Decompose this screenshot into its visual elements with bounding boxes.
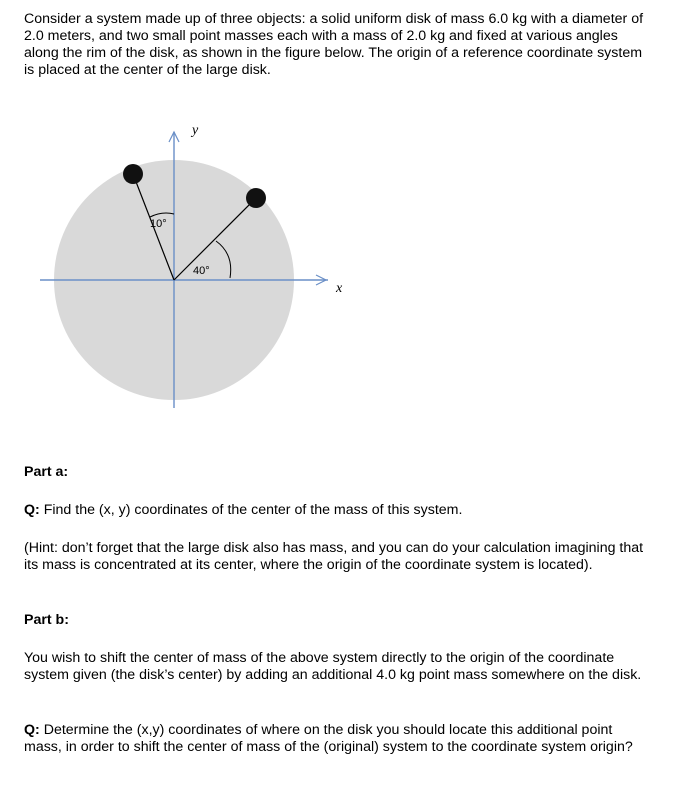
part-b-question-text: Determine the (x,y) coordinates of where on the disk you should locate this additional point mass, in order to shift the center of mass of the (original) system to the coordinate system origin? — [24, 722, 633, 755]
part-b-q-label: Q: — [24, 722, 40, 738]
part-a-hint: (Hint: don’t forget that the large disk also has mass, and you can do your calculation imagining that its mass is concentrated at its center, where the origin of the coordinate system is located). — [24, 540, 644, 573]
angle-left-label: 10° — [150, 218, 167, 230]
part-a-question — [24, 502, 654, 519]
x-axis-label: x — [336, 281, 343, 296]
part-a-q-label: Q: — [24, 502, 40, 518]
point-mass-left — [123, 164, 143, 184]
point-mass-right — [246, 188, 266, 208]
disk-figure — [20, 110, 360, 420]
angle-right-label: 40° — [193, 265, 210, 277]
problem-intro: Consider a system made up of three objects: a solid uniform disk of mass 6.0 kg with a diameter of 2.0 meters, and two small point masses each with a mass of 2.0 kg and fixed at various angles along the rim of the disk, as shown in the figure below. The origin of a reference coordinate system is placed at the center of the large disk. — [24, 11, 644, 78]
part-a-label: Part a: — [24, 464, 69, 480]
part-b-description: You wish to shift the center of mass of the above system directly to the origin of the coordinate system given (the disk’s center) by adding an additional 4.0 kg point mass somewhere on the disk. — [24, 650, 642, 683]
part-b-label: Part b: — [24, 612, 69, 628]
part-a-question-text: Find the (x, y) coordinates of the center of the mass of this system. — [39, 502, 463, 518]
y-axis-label: y — [192, 123, 199, 138]
part-b-question — [24, 722, 654, 756]
